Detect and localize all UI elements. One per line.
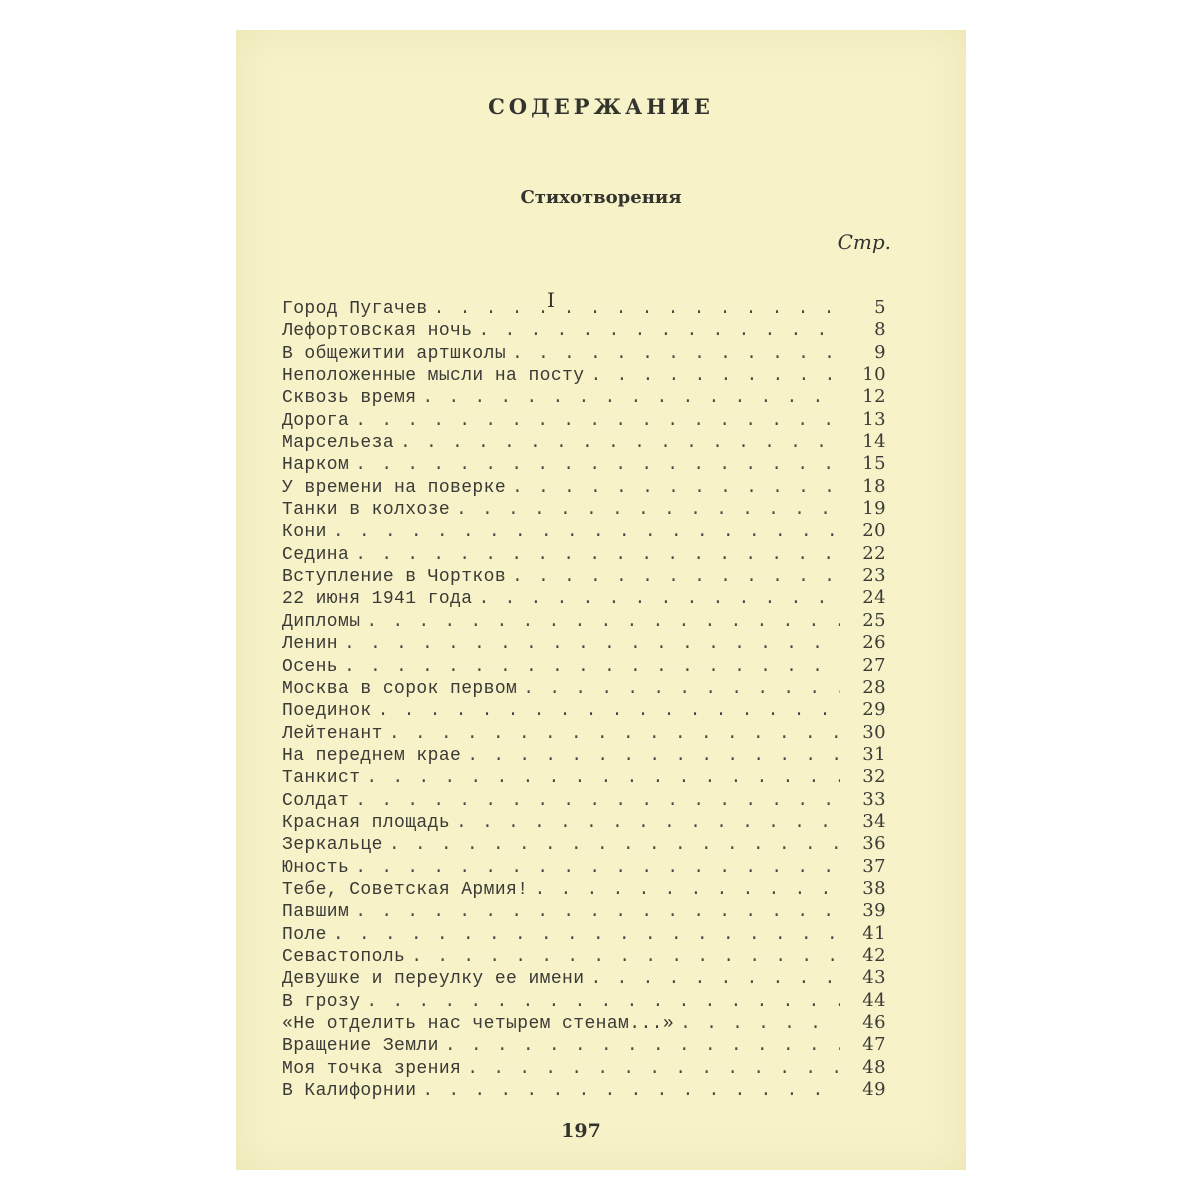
- dot-leader: [389, 723, 840, 745]
- dot-leader: [512, 343, 840, 365]
- dot-leader: [344, 656, 840, 678]
- toc-entry-page: 8: [874, 319, 886, 341]
- toc-entry-page: 41: [862, 922, 886, 944]
- toc-entry-title: Танки в колхозе: [282, 500, 451, 521]
- toc-entry-title: В общежитии артшколы: [282, 343, 507, 364]
- toc-entry-page: 29: [862, 699, 886, 721]
- dot-leader: [366, 767, 840, 789]
- toc-entry-title: Осень: [282, 656, 339, 677]
- toc-entry-title: В Калифорнии: [282, 1081, 417, 1102]
- page-number: 197: [561, 1120, 601, 1142]
- dot-leader: [456, 812, 840, 834]
- toc-entry-title: 22 июня 1941 года: [282, 589, 473, 610]
- toc-entry-title: Севастополь: [282, 946, 406, 967]
- toc-entry: [282, 766, 886, 788]
- toc-entry: [282, 543, 886, 565]
- toc-entry: [282, 811, 886, 833]
- toc-entry: [282, 1012, 886, 1034]
- toc-entry-page: 18: [862, 475, 886, 497]
- toc-entry-page: 38: [862, 877, 886, 899]
- toc-entry-title: Поединок: [282, 701, 372, 722]
- toc-entry-title: Зеркальце: [282, 835, 383, 856]
- toc-entry-page: 13: [862, 408, 886, 430]
- toc-entry-title: Вращение Земли: [282, 1036, 439, 1057]
- dot-leader: [355, 857, 840, 879]
- dot-leader: [590, 365, 840, 387]
- dot-leader: [434, 298, 840, 320]
- toc-entry: [282, 587, 886, 609]
- dot-leader: [411, 946, 840, 968]
- toc-entry-page: 25: [862, 609, 886, 631]
- section-subheading: Стихотворения: [520, 187, 682, 208]
- toc-entry-title: Юность: [282, 857, 350, 878]
- toc-entry-title: У времени на поверке: [282, 477, 507, 498]
- toc-entry-page: 30: [862, 721, 886, 743]
- toc-entry-page: 14: [862, 431, 886, 453]
- toc-entry-page: 26: [862, 632, 886, 654]
- toc-entry: [282, 1034, 886, 1056]
- dot-leader: [422, 387, 840, 409]
- toc-entry: [282, 878, 886, 900]
- dot-leader: [422, 1080, 840, 1102]
- toc-entry-page: 15: [862, 453, 886, 475]
- toc-entry-page: 32: [862, 766, 886, 788]
- dot-leader: [590, 968, 840, 990]
- toc-entry-title: Вступление в Чортков: [282, 567, 507, 588]
- toc-entry-page: 33: [862, 788, 886, 810]
- toc-entry-page: 9: [874, 341, 886, 363]
- toc-entry-page: 39: [862, 900, 886, 922]
- toc-entry: [282, 520, 886, 542]
- toc-entry: [282, 386, 886, 408]
- toc-entry: [282, 699, 886, 721]
- dot-leader: [467, 745, 840, 767]
- toc-entry-title: На переднем крае: [282, 745, 462, 766]
- toc-entry: [282, 945, 886, 967]
- section-number: I: [547, 288, 555, 312]
- dot-leader: [512, 477, 840, 499]
- toc-entry-title: Лефортовская ночь: [282, 321, 473, 342]
- toc-entry-title: Нарком: [282, 455, 350, 476]
- dot-leader: [456, 499, 840, 521]
- dot-leader: [467, 1058, 840, 1080]
- toc-entry: [282, 364, 886, 386]
- toc-entry-page: 12: [862, 386, 886, 408]
- toc-entry-page: 24: [862, 587, 886, 609]
- toc-entry: [282, 722, 886, 744]
- dot-leader: [355, 410, 840, 432]
- toc-entry-title: Ленин: [282, 634, 339, 655]
- toc-entry-page: 22: [862, 542, 886, 564]
- toc-entry-title: Дорога: [282, 410, 350, 431]
- toc-entry: [282, 789, 886, 811]
- toc-entry-title: Девушке и переулку ее имени: [282, 969, 585, 990]
- toc-entry: [282, 923, 886, 945]
- toc-entry-title: Сквозь время: [282, 388, 417, 409]
- toc-entry: [282, 297, 886, 319]
- toc-entry-title: В грозу: [282, 991, 361, 1012]
- toc-entry-title: Танкист: [282, 768, 361, 789]
- toc-entry-page: 49: [862, 1079, 886, 1101]
- toc-entry-title: Лейтенант: [282, 723, 383, 744]
- toc-entry-page: 10: [862, 364, 886, 386]
- dot-leader: [355, 454, 840, 476]
- toc-entry: [282, 632, 886, 654]
- toc-entry: [282, 610, 886, 632]
- toc-entry: [282, 565, 886, 587]
- toc-entry-title: Тебе, Советская Армия!: [282, 879, 529, 900]
- toc-entry: [282, 833, 886, 855]
- toc-entry: [282, 744, 886, 766]
- toc-entry-page: 47: [862, 1034, 886, 1056]
- book-page: [236, 30, 966, 1170]
- toc-entry-title: Красная площадь: [282, 812, 451, 833]
- toc-entry-title: «Не отделить нас четырем стенам...»: [282, 1014, 675, 1034]
- toc-entry-page: 42: [862, 944, 886, 966]
- toc-entry: [282, 498, 886, 520]
- table-of-contents: [282, 297, 886, 1101]
- toc-entry: [282, 967, 886, 989]
- toc-entry: [282, 856, 886, 878]
- toc-entry-page: 31: [862, 743, 886, 765]
- toc-entry: [282, 1079, 886, 1101]
- toc-entry-title: Седина: [282, 544, 350, 565]
- dot-leader: [400, 432, 840, 454]
- toc-entry: [282, 900, 886, 922]
- toc-entry: [282, 319, 886, 341]
- dot-leader: [534, 879, 840, 901]
- dot-leader: [355, 901, 840, 923]
- toc-entry-title: Павшим: [282, 902, 350, 923]
- toc-entry-title: Дипломы: [282, 611, 361, 632]
- dot-leader: [355, 790, 840, 812]
- toc-entry-title: Моя точка зрения: [282, 1058, 462, 1079]
- dot-leader: [378, 700, 840, 722]
- toc-entry-page: 28: [862, 676, 886, 698]
- dot-leader: [344, 633, 840, 655]
- toc-entry-page: 37: [862, 855, 886, 877]
- toc-entry-page: 20: [862, 520, 886, 542]
- toc-entry-page: 48: [862, 1056, 886, 1078]
- toc-entry: [282, 677, 886, 699]
- toc-entry-page: 46: [862, 1012, 886, 1033]
- dot-leader: [445, 1035, 840, 1057]
- dot-leader: [478, 588, 840, 610]
- dot-leader: [512, 566, 840, 588]
- toc-entry: [282, 453, 886, 475]
- contents-heading: СОДЕРЖАНИЕ: [488, 94, 714, 119]
- toc-entry-page: 27: [862, 654, 886, 676]
- toc-entry-title: Марсельеза: [282, 433, 395, 454]
- toc-entry-page: 34: [862, 810, 886, 832]
- toc-entry-title: Поле: [282, 924, 327, 945]
- toc-entry: [282, 342, 886, 364]
- dot-leader: [333, 521, 840, 543]
- dot-leader: [355, 544, 840, 566]
- toc-entry: [282, 431, 886, 453]
- toc-entry-title: Кони: [282, 522, 327, 543]
- toc-entry-page: 19: [862, 498, 886, 520]
- dot-leader: [389, 834, 840, 856]
- toc-entry-title: Солдат: [282, 790, 350, 811]
- dot-leader: [366, 611, 840, 633]
- page-column-label: Стр.: [837, 230, 891, 254]
- toc-entry-title: Москва в сорок первом: [282, 678, 518, 699]
- dot-leader: [333, 924, 840, 946]
- toc-entry-page: 44: [862, 989, 886, 1011]
- dot-leader: [523, 678, 840, 700]
- dot-leader: [478, 320, 840, 342]
- toc-entry: [282, 655, 886, 677]
- toc-entry: [282, 1057, 886, 1079]
- toc-entry-page: 5: [874, 297, 886, 318]
- toc-entry-page: 36: [862, 833, 886, 855]
- toc-entry: [282, 990, 886, 1012]
- toc-entry-title: Неположенные мысли на посту: [282, 366, 585, 387]
- toc-entry-title: Город Пугачев: [282, 299, 428, 319]
- toc-entry: [282, 409, 886, 431]
- toc-entry-page: 43: [862, 967, 886, 989]
- dot-leader: [366, 991, 840, 1013]
- toc-entry: [282, 476, 886, 498]
- toc-entry-page: 23: [862, 565, 886, 587]
- dot-leader: [680, 1013, 840, 1035]
